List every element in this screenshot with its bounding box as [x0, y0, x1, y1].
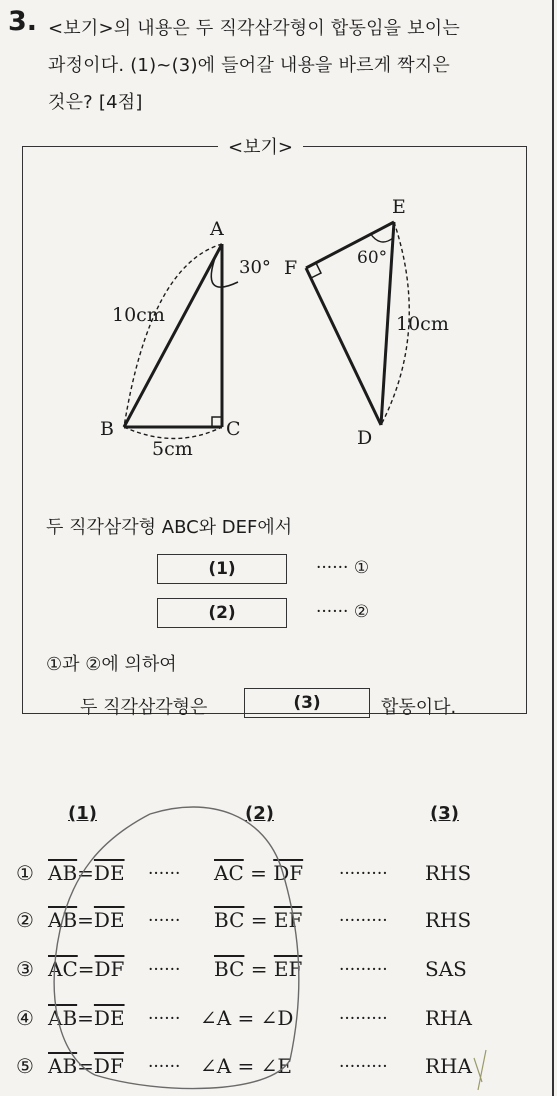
choice-sep-2: ·········: [339, 1009, 388, 1029]
choice-col-3: SAS: [425, 957, 467, 981]
choice-sep-2: ·········: [339, 1057, 388, 1077]
choice-number[interactable]: ①: [16, 861, 34, 885]
label-a: A: [210, 218, 224, 240]
choice-sep: ······: [148, 1057, 181, 1077]
choice-sep: ······: [148, 1009, 181, 1029]
choice-col-1: $\overline{AB}=\overline{DE}$: [48, 1006, 125, 1030]
triangle-abc: [124, 244, 238, 439]
example-box-title: <보기>: [218, 133, 303, 159]
proof-by: ①과 ②에 의하여: [46, 654, 177, 675]
choice-col-2: $\overline{AC} = \overline{DF}$: [214, 861, 304, 885]
side-fd: [306, 268, 381, 425]
length-ab-label: 10cm: [112, 304, 165, 326]
blank-1: (1): [157, 554, 287, 584]
label-f: F: [284, 257, 298, 279]
choice-sep-2: ·········: [339, 864, 388, 884]
angle-e-label: 60°: [357, 248, 388, 268]
pencil-check: [474, 1050, 486, 1090]
choice-number[interactable]: ⑤: [16, 1054, 34, 1078]
label-d: D: [357, 427, 373, 449]
choice-sep-2: ·········: [339, 911, 388, 931]
choice-sep: ······: [148, 960, 181, 980]
choice-col-3: RHS: [425, 861, 472, 885]
choice-col-1: $\overline{AB}=\overline{DE}$: [48, 861, 125, 885]
choice-col-2: ∠A = ∠E: [200, 1054, 293, 1078]
question-line-3: 것은? [4점]: [48, 92, 143, 113]
header-col-2: (2): [245, 803, 274, 824]
choice-col-2: $\overline{BC} = \overline{EF}$: [214, 957, 303, 981]
triangles-figure: [0, 0, 557, 500]
choice-sep: ······: [148, 864, 181, 884]
blank-2: (2): [157, 598, 287, 628]
proof-intro: 두 직각삼각형 ABC와 DEF에서: [46, 517, 293, 538]
choice-col-3: RHA: [425, 1006, 472, 1030]
choice-number[interactable]: ②: [16, 908, 34, 932]
mark-1: ······ ①: [316, 558, 370, 578]
choice-col-2: ∠A = ∠D: [200, 1006, 294, 1030]
length-de-label: 10cm: [396, 313, 449, 335]
mark-2: ······ ②: [316, 602, 370, 622]
choice-number[interactable]: ④: [16, 1006, 34, 1030]
conclusion-after: 합동이다.: [381, 697, 457, 718]
question-line-2: 과정이다. (1)~(3)에 들어갈 내용을 바르게 짝지은: [48, 55, 451, 76]
label-c: C: [226, 418, 241, 440]
choice-sep-2: ·········: [339, 960, 388, 980]
header-col-3: (3): [430, 803, 459, 824]
dashed-arc-bc: [124, 427, 222, 439]
choice-col-1: $\overline{AC}=\overline{DF}$: [48, 957, 125, 981]
length-bc-label: 5cm: [152, 438, 193, 460]
angle-arc-a: [211, 255, 238, 287]
question-number: 3.: [8, 6, 38, 37]
pencil-circle: [54, 807, 299, 1089]
header-col-1: (1): [68, 803, 97, 824]
blank-3: (3): [244, 688, 370, 718]
label-b: B: [100, 418, 114, 440]
choice-col-1: $\overline{AB}=\overline{DE}$: [48, 908, 125, 932]
side-ab: [124, 244, 222, 427]
conclusion-before: 두 직각삼각형은: [80, 697, 208, 718]
choice-col-1: $\overline{AB}=\overline{DF}$: [48, 1054, 124, 1078]
label-e: E: [392, 196, 406, 218]
question-line-1: <보기>의 내용은 두 직각삼각형이 합동임을 보이는: [48, 18, 460, 39]
angle-a-label: 30°: [239, 257, 271, 278]
choice-sep: ······: [148, 911, 181, 931]
choice-col-2: $\overline{BC} = \overline{EF}$: [214, 908, 303, 932]
choice-number[interactable]: ③: [16, 957, 34, 981]
choice-col-3: RHA: [425, 1054, 472, 1078]
choice-col-3: RHS: [425, 908, 472, 932]
